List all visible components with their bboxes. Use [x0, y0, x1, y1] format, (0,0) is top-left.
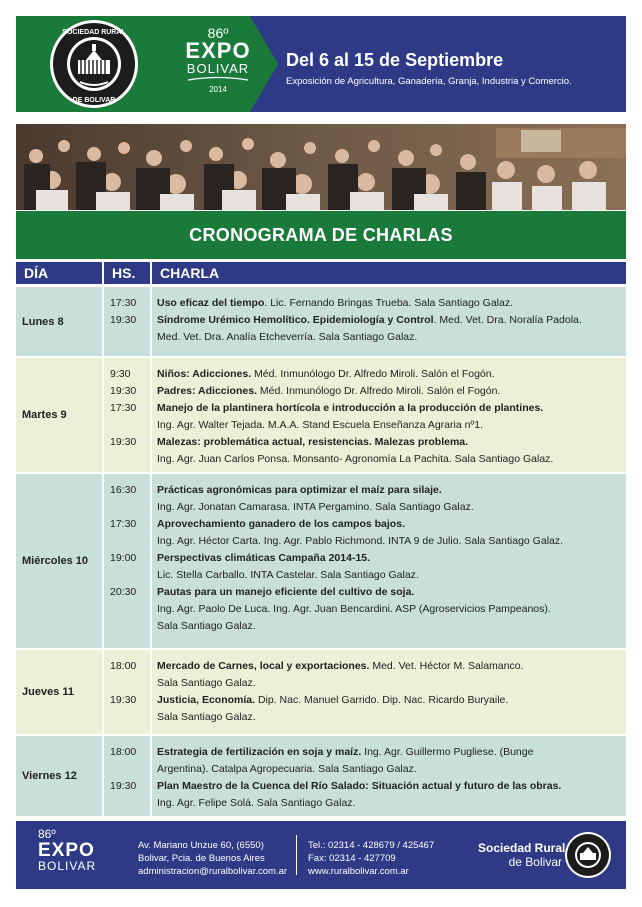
charla-title: Aprovechamiento ganadero de los campos bajos. — [157, 518, 405, 530]
footer-website-link[interactable]: www.ruralbolivar.com.ar — [308, 866, 409, 877]
charla-line — [157, 567, 622, 584]
header-banner — [16, 16, 626, 112]
expo-swoosh-icon — [186, 76, 250, 82]
time-label: 19:30 — [110, 314, 137, 326]
footer-org-line2: de Bolivar — [508, 855, 562, 869]
charla-line — [157, 584, 622, 601]
charla-line — [157, 658, 622, 675]
page-title: CRONOGRAMA DE CHARLAS — [16, 211, 626, 259]
charla-line — [157, 761, 622, 778]
charla-details: Sala Santiago Galaz. — [157, 711, 256, 723]
time-label: 19:30 — [110, 694, 137, 706]
charla-title: Niños: Adicciones. — [157, 368, 252, 380]
charla-line — [157, 312, 622, 329]
time-label — [110, 417, 150, 434]
footer-org-name — [478, 841, 566, 869]
footer-address-line: Bolivar, Pcia. de Buenos Aires — [138, 853, 265, 864]
charla-details: Med. Vet. Dra. Analía Etcheverría. Sala Santiago Galaz. — [157, 331, 418, 343]
table-row — [16, 650, 626, 734]
charla-title: Plan Maestro de la Cuenca del Río Salado: Situación actual y futuro de las obras. — [157, 780, 562, 792]
footer-expo-city: BOLIVAR — [38, 859, 97, 873]
charla-title: Prácticas agronómicas para optimizar el maíz para silaje. — [157, 484, 442, 496]
charla-details: Sala Santiago Galaz. — [157, 677, 256, 689]
day-cell: Miércoles 10 — [16, 474, 102, 648]
charla-line — [157, 675, 622, 692]
svg-text:DE BOLIVAR: DE BOLIVAR — [72, 97, 116, 104]
day-cell: Viernes 12 — [16, 736, 102, 816]
time-label — [110, 533, 150, 550]
footer-phone: Tel.: 02314 - 428679 / 425467 — [308, 840, 435, 851]
charla-line — [157, 516, 622, 533]
footer-seal-logo — [564, 831, 612, 879]
charla-details: Dip. Nac. Manuel Garrido. Dip. Nac. Ricardo Buryaile. — [255, 694, 509, 706]
footer-banner — [16, 821, 626, 889]
footer-email[interactable]: administracion@ruralbolivar.com.ar — [138, 866, 288, 877]
charla-details: . Lic. Fernando Bringas Trueba. Sala Santiago Galaz. — [264, 297, 514, 309]
charla-details: Ing. Agr. Paolo De Luca. Ing. Agr. Juan Bencardini. ASP (Agroservicios Pampeanos). — [157, 603, 551, 615]
time-label: 9:30 — [110, 368, 131, 380]
charla-line — [157, 295, 622, 312]
charla-title: Síndrome Urémico Hemolítico. Epidemiología y Control — [157, 314, 434, 326]
header-title: Del 6 al 15 de Septiembre — [286, 50, 504, 70]
footer-fax: Fax: 02314 - 427709 — [308, 853, 396, 864]
charla-cell — [152, 650, 626, 734]
expo-city: BOLIVAR — [186, 61, 250, 76]
footer-expo-logo — [38, 828, 96, 873]
day-cell: Jueves 11 — [16, 650, 102, 734]
charla-line — [157, 744, 622, 761]
charla-line — [157, 692, 622, 709]
hours-cell — [104, 474, 150, 648]
time-label — [110, 499, 150, 516]
charla-title: Estrategia de fertilización en soja y maíz. — [157, 746, 362, 758]
footer-expo-word: EXPO — [38, 840, 95, 861]
footer-contact — [308, 839, 434, 878]
sociedad-rural-seal-logo — [40, 18, 148, 110]
table-row — [16, 287, 626, 356]
charla-line — [157, 795, 622, 812]
charla-title: Perspectivas climáticas Campaña 2014-15. — [157, 552, 371, 564]
expo-logo — [178, 26, 258, 96]
charla-title: Malezas: problemática actual, resistencias. Malezas problema. — [157, 436, 469, 448]
charla-title: Uso eficaz del tiempo — [157, 297, 265, 309]
time-label — [110, 329, 150, 346]
column-header-charla: CHARLA — [152, 262, 626, 284]
charla-title: Justicia, Economía. — [157, 694, 256, 706]
charla-details: Med. Vet. Héctor M. Salamanco. — [369, 660, 524, 672]
expo-year: 2014 — [209, 85, 227, 94]
charla-cell — [152, 474, 626, 648]
time-label: 18:00 — [110, 746, 137, 758]
charla-details: Lic. Stella Carballo. INTA Castelar. Sala Santiago Galaz. — [157, 569, 419, 581]
charla-cell — [152, 287, 626, 356]
charla-line — [157, 533, 622, 550]
charla-title: Mercado de Carnes, local y exportaciones. — [157, 660, 370, 672]
charla-title: Manejo de la plantinera hortícola e introducción a la producción de plantines. — [157, 402, 544, 414]
day-cell: Lunes 8 — [16, 287, 102, 356]
footer-org-line1: Sociedad Rural — [478, 841, 566, 855]
charla-title: Padres: Adicciones. — [157, 385, 257, 397]
table-row — [16, 736, 626, 816]
charla-details: Méd. Inmunólogo Dr. Alfredo Miroli. Salón el Fogón. — [251, 368, 495, 380]
table-row — [16, 474, 626, 648]
expo-number: 86º — [207, 25, 229, 41]
time-label: 17:30 — [110, 297, 137, 309]
expo-word: EXPO — [185, 38, 251, 63]
audience-photo — [16, 124, 626, 210]
charla-details: Ing. Agr. Jonatan Camarasa. INTA Pergamino. Sala Santiago Galaz. — [157, 501, 474, 513]
hours-cell — [104, 736, 150, 816]
charla-cell — [152, 358, 626, 472]
column-header-dia: DÍA — [16, 262, 102, 284]
time-label — [110, 451, 150, 468]
charla-line — [157, 366, 622, 383]
footer-divider — [296, 835, 297, 875]
time-label — [110, 795, 150, 812]
footer-address — [138, 839, 287, 878]
charla-details: . Med. Vet. Dra. Noralía Padola. — [433, 314, 582, 326]
charla-line — [157, 417, 622, 434]
footer-expo-number: 86º — [38, 827, 56, 841]
time-label: 16:30 — [110, 484, 137, 496]
charla-line — [157, 383, 622, 400]
charla-cell — [152, 736, 626, 816]
table-row — [16, 358, 626, 472]
day-cell: Martes 9 — [16, 358, 102, 472]
time-label — [110, 761, 150, 778]
charla-title: Pautas para un manejo eficiente del cultivo de soja. — [157, 586, 415, 598]
hours-cell — [104, 650, 150, 734]
time-label — [110, 709, 150, 726]
charla-line — [157, 618, 622, 635]
charla-details: Ing. Agr. Héctor Carta. Ing. Agr. Pablo Richmond. INTA 9 de Julio. Sala Santiago Galaz. — [157, 535, 564, 547]
charla-details: Ing. Agr. Walter Tejada. M.A.A. Stand Escuela Enseñanza Agraria nº1. — [157, 419, 484, 431]
charla-details: Ing. Agr. Felipe Solá. Sala Santiago Galaz. — [157, 797, 356, 809]
time-label — [110, 601, 150, 618]
time-label — [110, 675, 150, 692]
header-subtitle: Exposición de Agricultura, Ganadería, Granja, Industria y Comercio. — [286, 76, 572, 87]
charla-line — [157, 778, 622, 795]
hours-cell — [104, 358, 150, 472]
time-label — [110, 567, 150, 584]
charla-line — [157, 550, 622, 567]
hours-cell — [104, 287, 150, 356]
charla-details: Sala Santiago Galaz. — [157, 620, 256, 632]
charla-line — [157, 499, 622, 516]
table-header — [16, 262, 626, 284]
charla-line — [157, 400, 622, 417]
charla-line — [157, 709, 622, 726]
time-label: 19:30 — [110, 385, 137, 397]
charla-details: Méd. Inmunólogo Dr. Alfredo Miroli. Salón el Fogón. — [256, 385, 501, 397]
time-label: 18:00 — [110, 660, 137, 672]
column-header-hs: HS. — [104, 262, 150, 284]
charla-line — [157, 482, 622, 499]
svg-text:SOCIEDAD RURAL: SOCIEDAD RURAL — [62, 29, 126, 36]
time-label — [110, 618, 150, 635]
charla-line — [157, 601, 622, 618]
charla-details: Argentina). Catalpa Agropecuaria. Sala Santiago Galaz. — [157, 763, 417, 775]
time-label: 20:30 — [110, 586, 137, 598]
charla-details: Ing. Agr. Guillermo Pugliese. (Bunge — [361, 746, 534, 758]
charla-line — [157, 434, 622, 451]
charla-details: Ing. Agr. Juan Carlos Ponsa. Monsanto- Agronomía La Pachita. Sala Santiago Galaz. — [157, 453, 554, 465]
charla-line — [157, 451, 622, 468]
charla-line — [157, 329, 622, 346]
time-label: 19:30 — [110, 780, 137, 792]
time-label: 17:30 — [110, 518, 137, 530]
time-label: 17:30 — [110, 402, 137, 414]
time-label: 19:30 — [110, 436, 137, 448]
footer-address-line: Av. Mariano Unzue 60, (6550) — [138, 840, 264, 851]
time-label: 19:00 — [110, 552, 137, 564]
